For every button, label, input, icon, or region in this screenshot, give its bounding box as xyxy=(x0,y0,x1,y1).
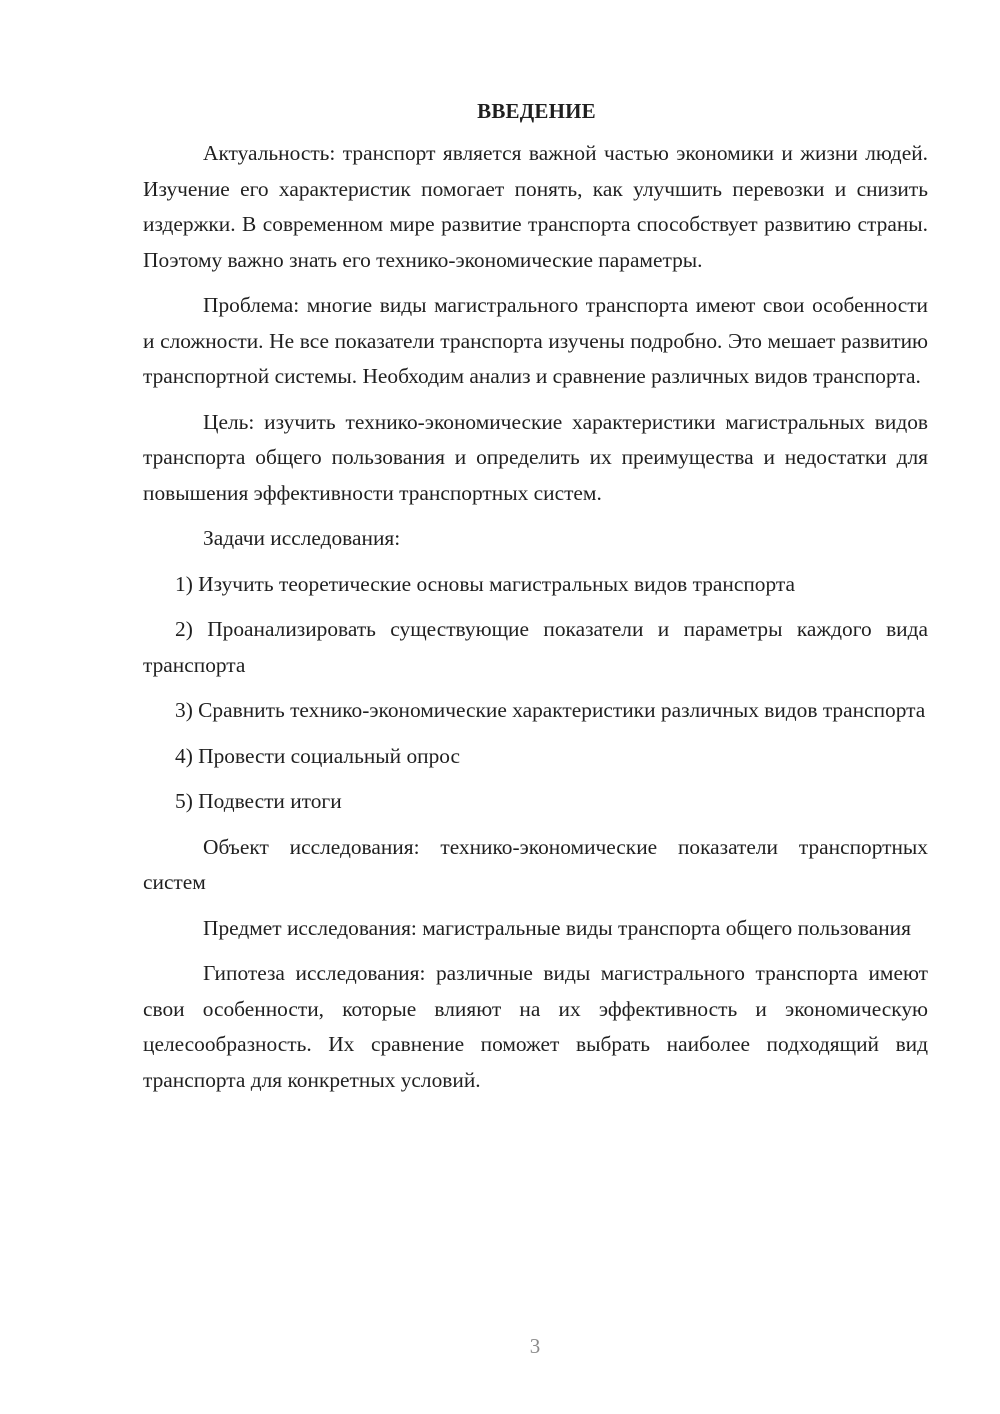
paragraph-goal: Цель: изучить технико-экономические характеристики магистральных видов транспорта общего пользования и определить их преимущества и недостатки для повышения эффективности транспортных систем. xyxy=(143,409,928,505)
paragraph-subject: Предмет исследования: магистральные виды транспорта общего пользования xyxy=(203,915,911,940)
task-item-5: 5) Подвести итоги xyxy=(175,789,342,813)
paragraph-relevance: Актуальность: транспорт является важной частью экономики и жизни людей. Изучение его характеристик помогает понять, как улучшить перевозки и снизить издержки. В современном мире развитие транспорта способствует развитию страны. Поэтому важно знать его технико-экономические параметры. xyxy=(143,141,928,272)
task-item-2: 2) Проанализировать существующие показатели и параметры каждого вида транспорта xyxy=(143,617,928,677)
task-item-1: 1) Изучить теоретические основы магистральных видов транспорта xyxy=(175,571,795,596)
tasks-heading: Задачи исследования: xyxy=(203,526,401,550)
task-item-3: 3) Сравнить технико-экономические характеристики различных видов транспорта xyxy=(175,698,926,722)
page-content xyxy=(143,96,928,1108)
page-number: 3 xyxy=(529,1334,541,1358)
task-item-4: 4) Провести социальный опрос xyxy=(175,743,461,768)
paragraph-hypothesis: Гипотеза исследования: различные виды магистрального транспорта имеют свои особенности, которые влияют на их эффективность и экономическую целесообразность. Их сравнение поможет выбрать наиболее подходящий вид транспорта для конкретных условий. xyxy=(143,961,928,1092)
section-title: ВВЕДЕНИЕ xyxy=(477,99,596,123)
paragraph-object: Объект исследования: технико-экономические показатели транспортных систем xyxy=(143,834,928,894)
paragraph-problem: Проблема: многие виды магистрального транспорта имеют свои особенности и сложности. Не все показатели транспорта изучены подробно. Это мешает развитию транспортной системы. Необходим анализ и сравнение различных видов транспорта. xyxy=(143,293,928,388)
